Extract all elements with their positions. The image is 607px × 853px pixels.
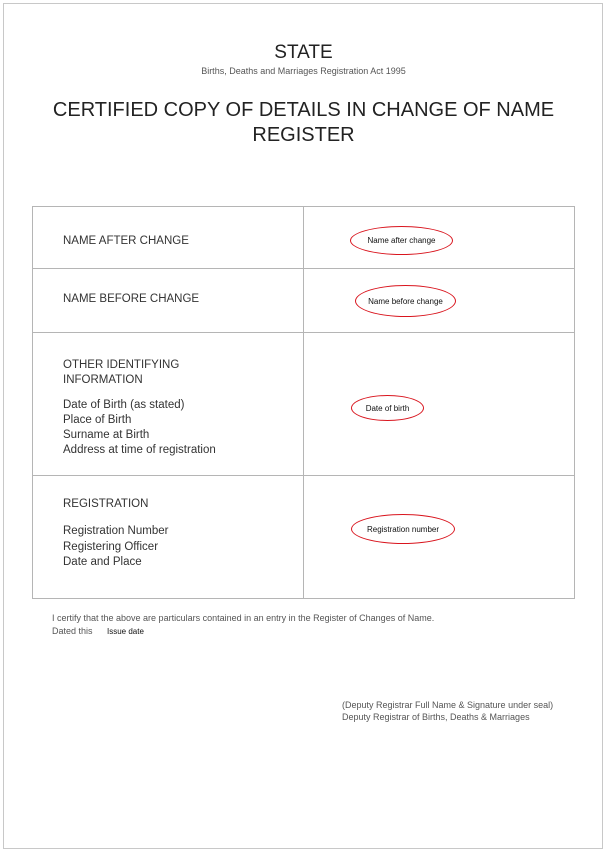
identifying-items-list (63, 398, 216, 458)
item-address: Address at time of registration (63, 444, 216, 456)
row-other-identifying-information (33, 332, 574, 475)
dated-label: Dated this (52, 626, 93, 636)
act-subtitle: Births, Deaths and Marriages Registration Act 1995 (201, 66, 406, 76)
item-registering-officer: Registering Officer (63, 540, 159, 553)
state-title: STATE (274, 42, 333, 63)
signature-note: (Deputy Registrar Full Name & Signature under seal) (342, 700, 554, 710)
name-before-change-field[interactable]: Name before change (355, 285, 456, 317)
registration-items-list (63, 524, 168, 571)
date-of-birth-field[interactable]: Date of birth (351, 395, 424, 421)
item-date-of-birth: Date of Birth (as stated) (63, 399, 185, 411)
certification-statement: I certify that the above are particulars contained in an entry in the Register of Changes of Name. (52, 613, 435, 623)
other-identifying-heading (63, 358, 179, 388)
registration-number-field[interactable]: Registration number (351, 514, 455, 544)
item-date-and-place: Date and Place (63, 556, 142, 568)
details-table (32, 206, 575, 599)
label-name-after-change: NAME AFTER CHANGE (63, 235, 189, 247)
row-registration (33, 475, 574, 600)
heading-line-2: INFORMATION (63, 374, 143, 386)
heading-line-1: OTHER IDENTIFYING (63, 359, 180, 371)
item-place-of-birth: Place of Birth (63, 414, 132, 426)
registration-heading: REGISTRATION (63, 498, 149, 510)
label-name-before-change: NAME BEFORE CHANGE (63, 293, 200, 305)
document-title (0, 98, 607, 148)
registrar-title: Deputy Registrar of Births, Deaths & Marriages (342, 712, 530, 722)
name-after-change-field[interactable]: Name after change (350, 226, 453, 255)
row-name-before-change (33, 268, 574, 332)
row-name-after-change (33, 207, 574, 268)
item-registration-number: Registration Number (63, 525, 169, 537)
issue-date-field[interactable]: Issue date (107, 627, 144, 636)
item-surname-at-birth: Surname at Birth (63, 429, 150, 441)
title-line-2: REGISTER (252, 124, 355, 146)
title-line-1: CERTIFIED COPY OF DETAILS IN CHANGE OF NAME (52, 99, 555, 121)
